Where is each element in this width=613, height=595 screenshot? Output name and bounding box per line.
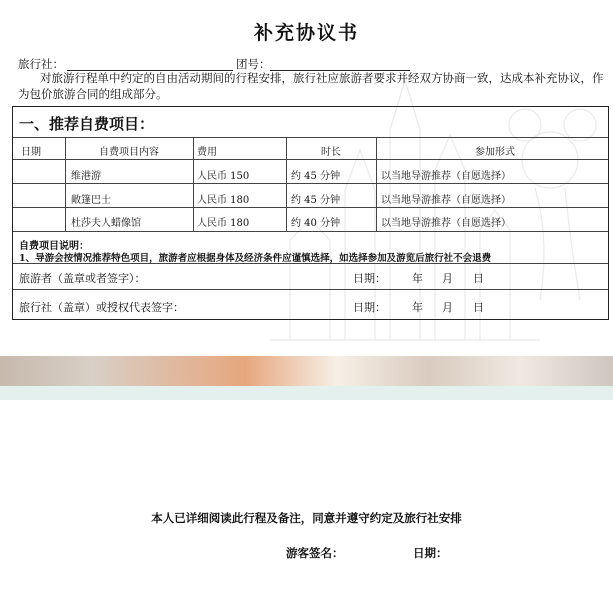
table-row-duration: 约 45 分钟	[291, 195, 341, 206]
group-number-label: 团号：	[236, 57, 271, 71]
notes-line: 1、导游会按情况推荐特色项目，旅游者应根据身体及经济条件应谨慎选择，如选择参加及游览后旅行社不会退费	[19, 253, 492, 264]
tourist-signature-label: 旅游者（盖章或者签字）：	[19, 272, 146, 285]
table-row-item: 敞篷巴士	[71, 195, 111, 206]
table-row-item: 维港游	[71, 171, 101, 182]
agency-date-label: 日期：	[353, 301, 386, 314]
table-row-form: 以当地导游推荐（自愿选择）	[381, 171, 511, 182]
decorative-band	[0, 356, 613, 386]
table-row-fee: 人民币 150	[197, 171, 250, 182]
month-label: 月	[442, 301, 453, 314]
agency-signature-label: 旅行社（盖章）或授权代表签字：	[19, 301, 184, 314]
agreement-statement: 本人已详细阅读此行程及备注，同意并遵守约定及旅行社安排	[151, 511, 462, 525]
table-row-form: 以当地导游推荐（自愿选择）	[381, 195, 511, 206]
year-label: 年	[412, 272, 423, 285]
col-header-item: 自费项目内容	[99, 147, 159, 158]
col-header-date: 日期	[21, 147, 41, 158]
notes-heading: 自费项目说明：	[19, 241, 89, 252]
month-label: 月	[442, 272, 453, 285]
tourist-date-label: 日期：	[353, 272, 386, 285]
col-header-fee: 费用	[197, 147, 217, 158]
optional-items-section	[12, 106, 609, 320]
decorative-band-light	[0, 386, 613, 400]
year-label: 年	[412, 301, 423, 314]
table-row-form: 以当地导游推荐（自愿选择）	[381, 218, 511, 229]
col-header-form: 参加形式	[475, 147, 515, 158]
day-label: 日	[473, 272, 484, 285]
document-title: 补充协议书	[253, 22, 359, 44]
day-label: 日	[473, 301, 484, 314]
footer-date-label: 日期：	[413, 546, 448, 560]
table-row-item: 杜莎夫人蜡像馆	[71, 218, 141, 229]
tourist-signer-label: 游客签名：	[286, 546, 344, 560]
table-row-duration: 约 40 分钟	[291, 218, 341, 229]
intro-paragraph: 对旅游行程单中约定的自由活动期间的行程安排，旅行社应旅游者要求并经双方协商一致，达成本补充协议，作为包价旅游合同的组成部分。	[18, 71, 604, 101]
section-title: 一、推荐自费项目：	[19, 115, 155, 133]
table-row-duration: 约 45 分钟	[291, 171, 341, 182]
col-header-duration: 时长	[321, 147, 341, 158]
table-row-fee: 人民币 180	[197, 195, 250, 206]
agency-label: 旅行社：	[18, 57, 64, 71]
table-row-fee: 人民币 180	[197, 218, 250, 229]
